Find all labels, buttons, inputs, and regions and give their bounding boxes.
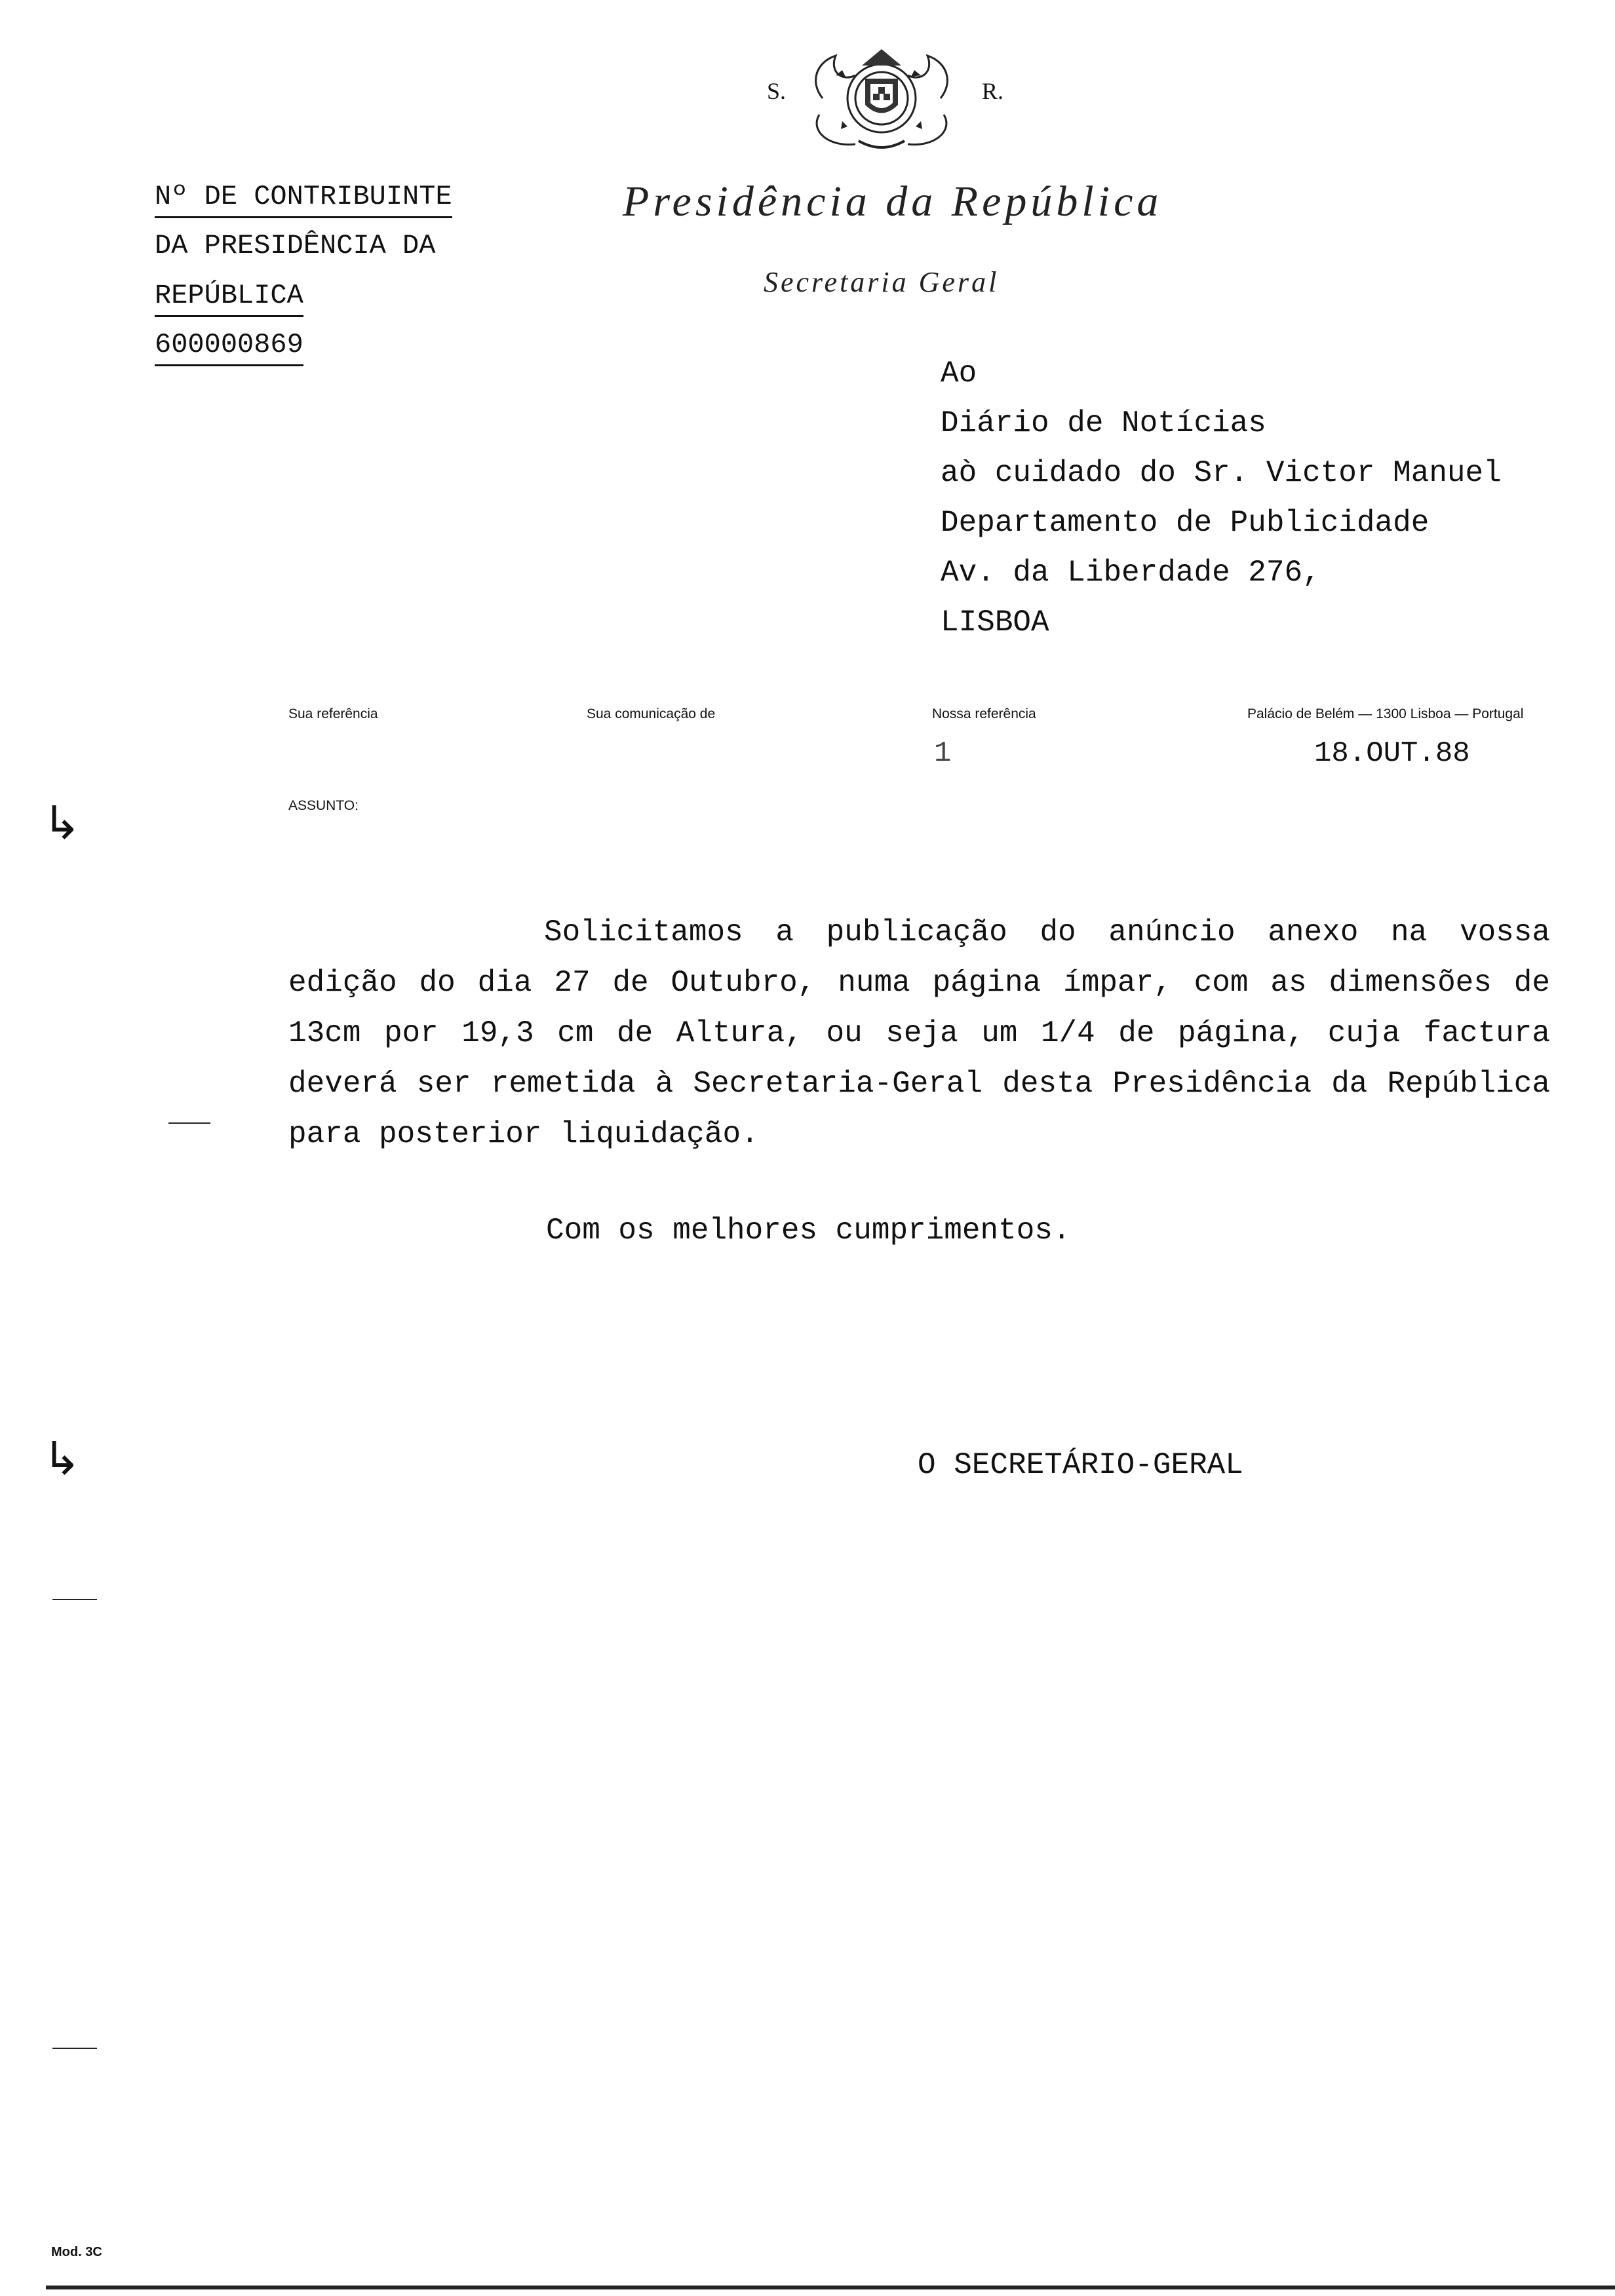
recipient-line-6: LISBOA bbox=[941, 605, 1049, 640]
recipient-line-2: Diário de Notícias bbox=[941, 406, 1266, 440]
closing-line: Com os melhores cumprimentos. bbox=[546, 1214, 1071, 1248]
address-label: Palácio de Belém — 1300 Lisboa — Portugal bbox=[1247, 706, 1524, 721]
letter-date: 18.OUT.88 bbox=[1314, 737, 1470, 770]
fold-line bbox=[168, 1122, 210, 1124]
taxpayer-line-3: REPÚBLICA bbox=[155, 277, 303, 317]
sua-referencia-label: Sua referência bbox=[288, 706, 378, 721]
coat-of-arms-icon bbox=[796, 36, 967, 161]
nossa-referencia-label: Nossa referência bbox=[932, 706, 1036, 721]
recipient-line-1: Ao bbox=[941, 356, 977, 391]
punch-line bbox=[52, 2048, 97, 2049]
recipient-line-5: Av. da Liberdade 276, bbox=[941, 556, 1321, 590]
nossa-referencia-value: 1 bbox=[934, 737, 952, 770]
recipient-line-3: aò cuidado do Sr. Victor Manuel bbox=[941, 456, 1502, 490]
bottom-border bbox=[46, 2286, 1615, 2289]
letterhead-subtitle: Secretaria Geral bbox=[764, 266, 1000, 298]
taxpayer-number: 600000869 bbox=[155, 326, 303, 366]
body-paragraph: Solicitamos a publicação do anúncio anexo na vossa edição do dia 27 de Outubro, numa página ímpar, com as dimensões de 13cm por 19,3 cm de Altura, ou seja um 1/4 de página, cuja factura deverá ser remetida à Secretaria-Geral desta Presidência da República para posterior liquidação. bbox=[288, 915, 1550, 1151]
r-letter: R. bbox=[982, 78, 1004, 104]
letterhead-title: Presidência da República bbox=[623, 178, 1163, 225]
fold-mark: ↳ bbox=[43, 796, 81, 850]
assunto-label: ASSUNTO: bbox=[288, 798, 359, 813]
signature-title: O SECRETÁRIO-GERAL bbox=[918, 1448, 1243, 1482]
model-code: Mod. 3C bbox=[51, 2245, 102, 2259]
sua-comunicacao-label: Sua comunicação de bbox=[587, 706, 716, 721]
fold-mark: ↳ bbox=[43, 1432, 81, 1485]
punch-line bbox=[52, 1599, 97, 1600]
taxpayer-line-2: DA PRESIDÊNCIA DA bbox=[155, 230, 436, 261]
recipient-line-4: Departamento de Publicidade bbox=[941, 506, 1430, 540]
s-letter: S. bbox=[767, 78, 787, 104]
taxpayer-line-1: Nº DE CONTRIBUINTE bbox=[155, 178, 452, 218]
